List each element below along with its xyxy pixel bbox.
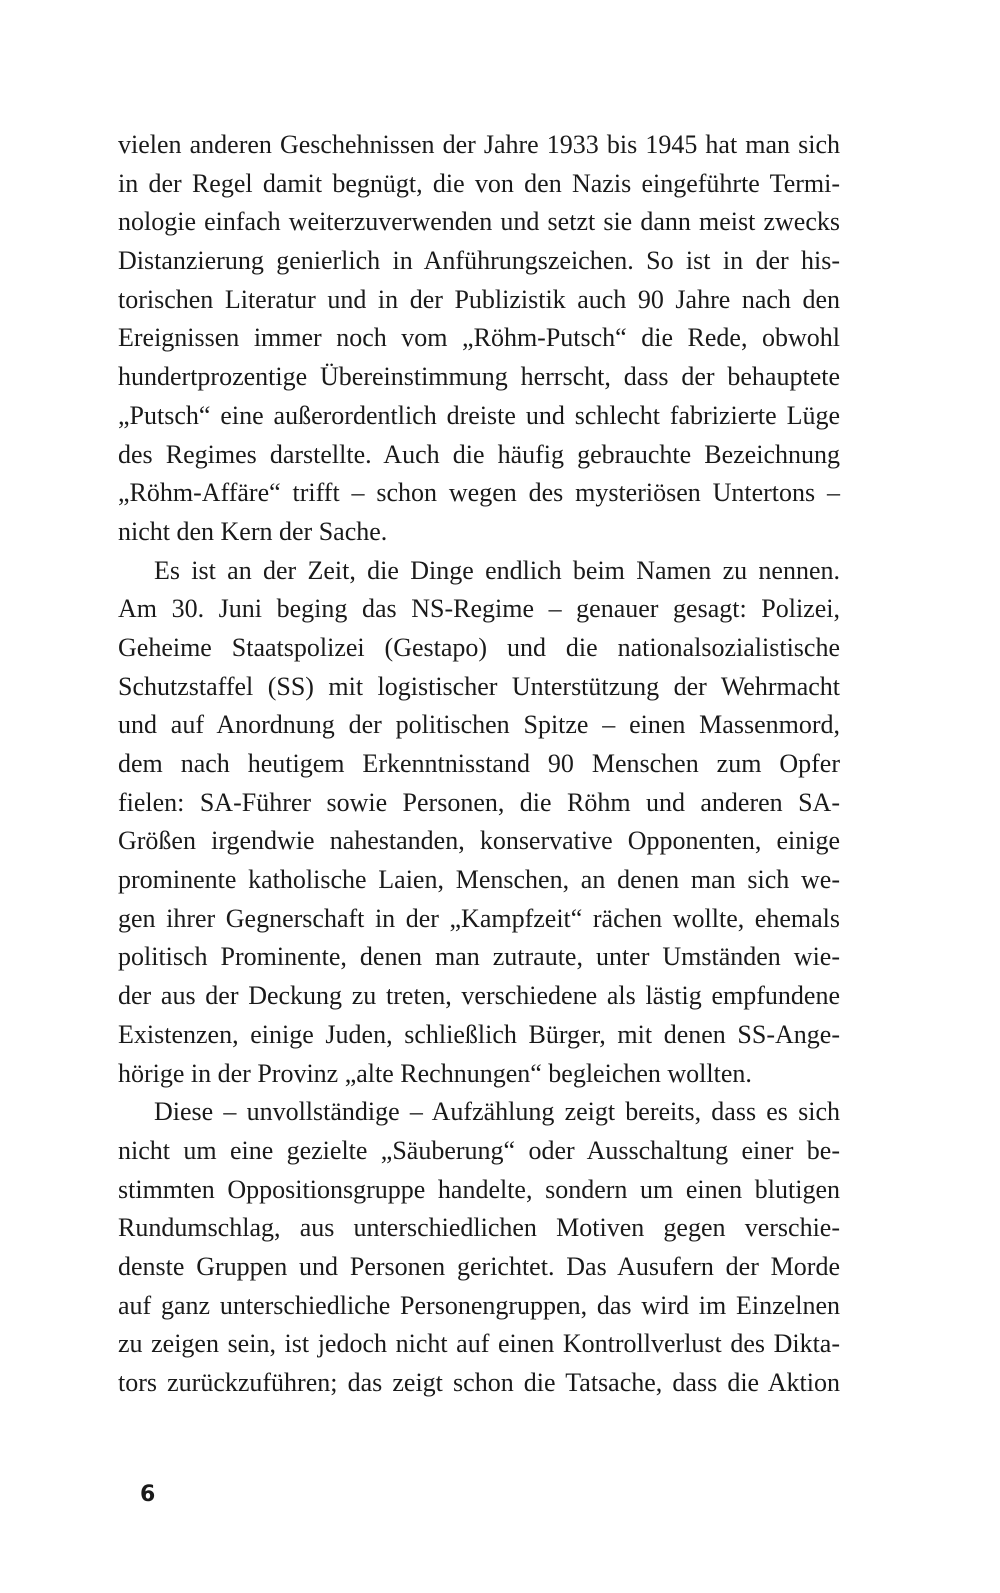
text-line: Rundumschlag, aus unterschiedlichen Motiven gegen verschie-	[118, 1213, 840, 1243]
page-number: 6	[140, 1482, 156, 1507]
text-line: tors zurückzuführen; das zeigt schon die Tatsache, dass die Aktion	[118, 1368, 840, 1397]
text-line: Existenzen, einige Juden, schließlich Bürger, mit denen SS-Ange-	[118, 1019, 840, 1049]
text-line: vielen anderen Geschehnissen der Jahre 1933 bis 1945 hat man sich	[118, 130, 840, 159]
body-text	[118, 126, 840, 1403]
text-line: Schutzstaffel (SS) mit logistischer Unterstützung der Wehrmacht	[118, 671, 840, 701]
text-line: Distanzierung genierlich in Anführungszeichen. So ist in der his-	[118, 246, 840, 276]
text-line: Ereignissen immer noch vom „Röhm-Putsch“ die Rede, obwohl	[118, 323, 840, 353]
text-line: stimmten Oppositionsgruppe handelte, sondern um einen blutigen	[118, 1174, 840, 1204]
text-line: hundertprozentige Übereinstimmung herrscht, dass der behauptete	[118, 362, 840, 392]
text-line: „Putsch“ eine außerordentlich dreiste und schlecht fabrizierte Lüge	[118, 400, 840, 430]
text-line: in der Regel damit begnügt, die von den Nazis eingeführte Termi-	[118, 168, 840, 198]
text-line: fielen: SA-Führer sowie Personen, die Röhm und anderen SA-	[118, 787, 840, 817]
text-line: Diese – unvollständige – Aufzählung zeigt bereits, dass es sich	[154, 1097, 840, 1127]
text-line: und auf Anordnung der politischen Spitze – einen Massenmord,	[118, 710, 840, 740]
text-line: hörige in der Provinz „alte Rechnungen“ begleichen wollten.	[118, 1058, 752, 1088]
text-line: der aus der Deckung zu treten, verschiedene als lästig empfundene	[118, 981, 840, 1011]
text-line: nicht um eine gezielte „Säuberung“ oder Ausschaltung einer be-	[118, 1135, 840, 1165]
text-line: zu zeigen sein, ist jedoch nicht auf einen Kontrollverlust des Dikta-	[118, 1329, 840, 1359]
text-line: politisch Prominente, denen man zutraute, unter Umständen wie-	[118, 942, 840, 972]
text-line: „Röhm-Affäre“ trifft – schon wegen des mysteriösen Untertons –	[118, 478, 840, 508]
text-line: des Regimes darstellte. Auch die häufig gebrauchte Bezeichnung	[118, 439, 840, 469]
text-line: Geheime Staatspolizei (Gestapo) und die nationalsozialistische	[118, 632, 840, 662]
text-line: prominente katholische Laien, Menschen, an denen man sich we-	[118, 865, 840, 895]
text-line: nologie einfach weiterzuverwenden und setzt sie dann meist zwecks	[118, 207, 840, 237]
text-line: auf ganz unterschiedliche Personengruppen, das wird im Einzelnen	[118, 1290, 840, 1320]
text-line: gen ihrer Gegnerschaft in der „Kampfzeit“ rächen wollte, ehemals	[118, 903, 840, 933]
text-line: denste Gruppen und Personen gerichtet. Das Ausufern der Morde	[118, 1251, 840, 1281]
text-line: Größen irgendwie nahestanden, konservative Opponenten, einige	[118, 826, 840, 856]
text-line: dem nach heutigem Erkenntnisstand 90 Menschen zum Opfer	[118, 749, 840, 778]
text-line: nicht den Kern der Sache.	[118, 516, 388, 546]
text-line: Es ist an der Zeit, die Dinge endlich beim Namen zu nennen.	[154, 555, 840, 585]
text-line: Am 30. Juni beging das NS-Regime – genauer gesagt: Polizei,	[118, 594, 840, 624]
text-line: torischen Literatur und in der Publizistik auch 90 Jahre nach den	[118, 284, 840, 314]
